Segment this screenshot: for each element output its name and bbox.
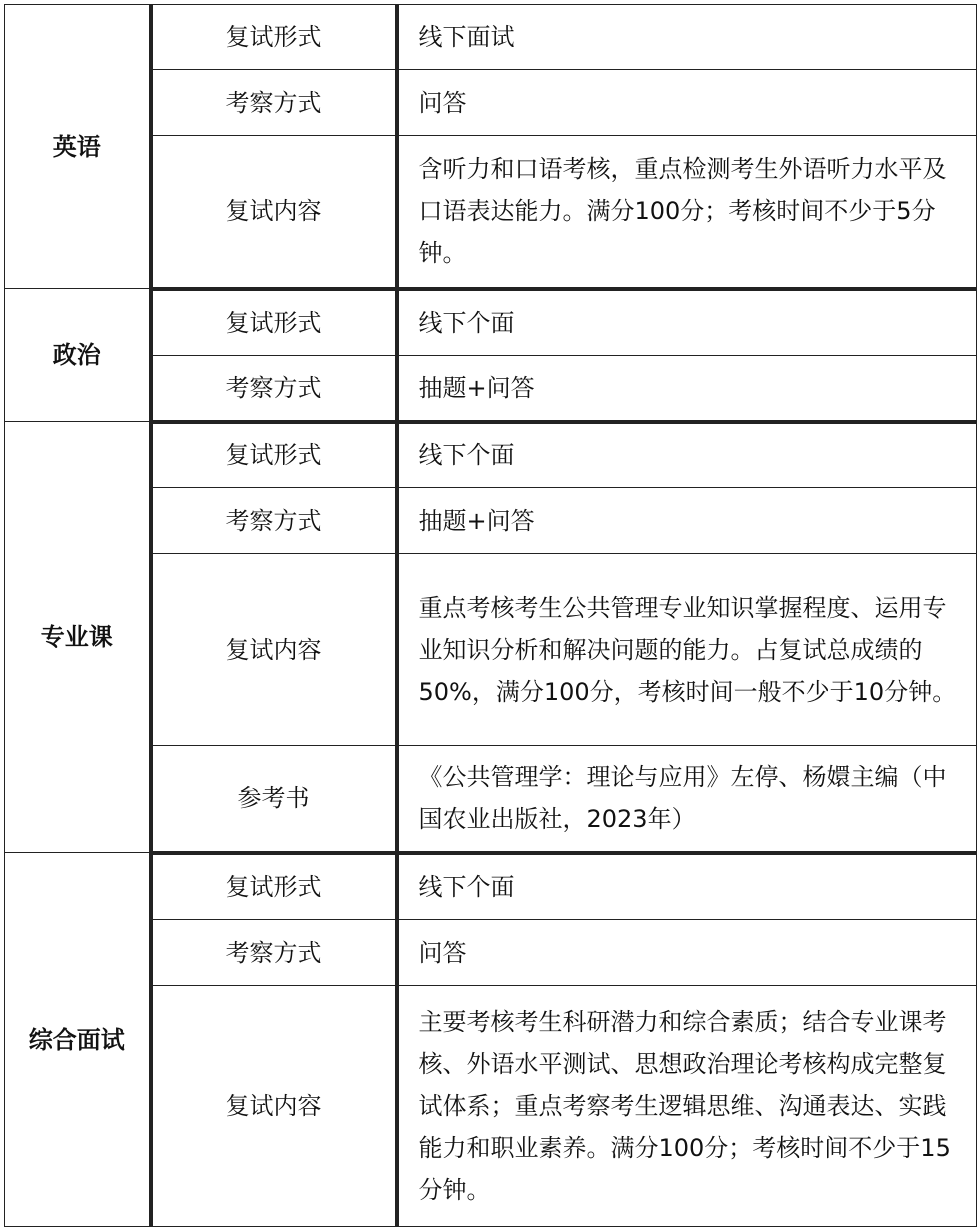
item-detail: 问答 [397,920,977,986]
item-detail: 抽题+问答 [397,488,977,554]
subject-major-course: 专业课 [5,422,151,853]
item-label: 复试形式 [151,289,397,356]
table-row [5,136,977,289]
table-row [5,356,977,422]
item-label: 复试内容 [151,986,397,1227]
table-row [5,422,977,488]
table-row [5,488,977,554]
table-row [5,70,977,136]
item-label: 复试形式 [151,422,397,488]
table-row [5,746,977,853]
item-detail: 主要考核考生科研潜力和综合素质；结合专业课考核、外语水平测试、思想政治理论考核构成完整复试体系；重点考察考生逻辑思维、沟通表达、实践能力和职业素养。满分100分；考核时间不少于15分钟。 [397,986,977,1227]
item-detail: 线下面试 [397,5,977,70]
item-label: 复试内容 [151,554,397,746]
table-row [5,853,977,920]
item-label: 复试形式 [151,853,397,920]
table-row [5,5,977,70]
item-label: 考察方式 [151,356,397,422]
item-detail: 问答 [397,70,977,136]
table-row [5,554,977,746]
item-label: 复试形式 [151,5,397,70]
table-row [5,920,977,986]
item-detail: 抽题+问答 [397,356,977,422]
item-detail: 线下个面 [397,422,977,488]
item-detail: 线下个面 [397,289,977,356]
item-label: 考察方式 [151,920,397,986]
item-label: 考察方式 [151,70,397,136]
item-detail: 重点考核考生公共管理专业知识掌握程度、运用专业知识分析和解决问题的能力。占复试总成绩的50%，满分100分，考核时间一般不少于10分钟。 [397,554,977,746]
table-row [5,986,977,1227]
subject-politics: 政治 [5,289,151,422]
item-label: 参考书 [151,746,397,853]
item-detail: 线下个面 [397,853,977,920]
subject-comprehensive-interview: 综合面试 [5,853,151,1227]
item-detail: 含听力和口语考核，重点检测考生外语听力水平及口语表达能力。满分100分；考核时间不少于5分钟。 [397,136,977,289]
subject-english: 英语 [5,5,151,289]
item-label: 考察方式 [151,488,397,554]
item-label: 复试内容 [151,136,397,289]
item-detail: 《公共管理学：理论与应用》左停、杨嬛主编（中国农业出版社，2023年） [397,746,977,853]
table-row [5,289,977,356]
exam-requirements-table [4,4,977,1227]
